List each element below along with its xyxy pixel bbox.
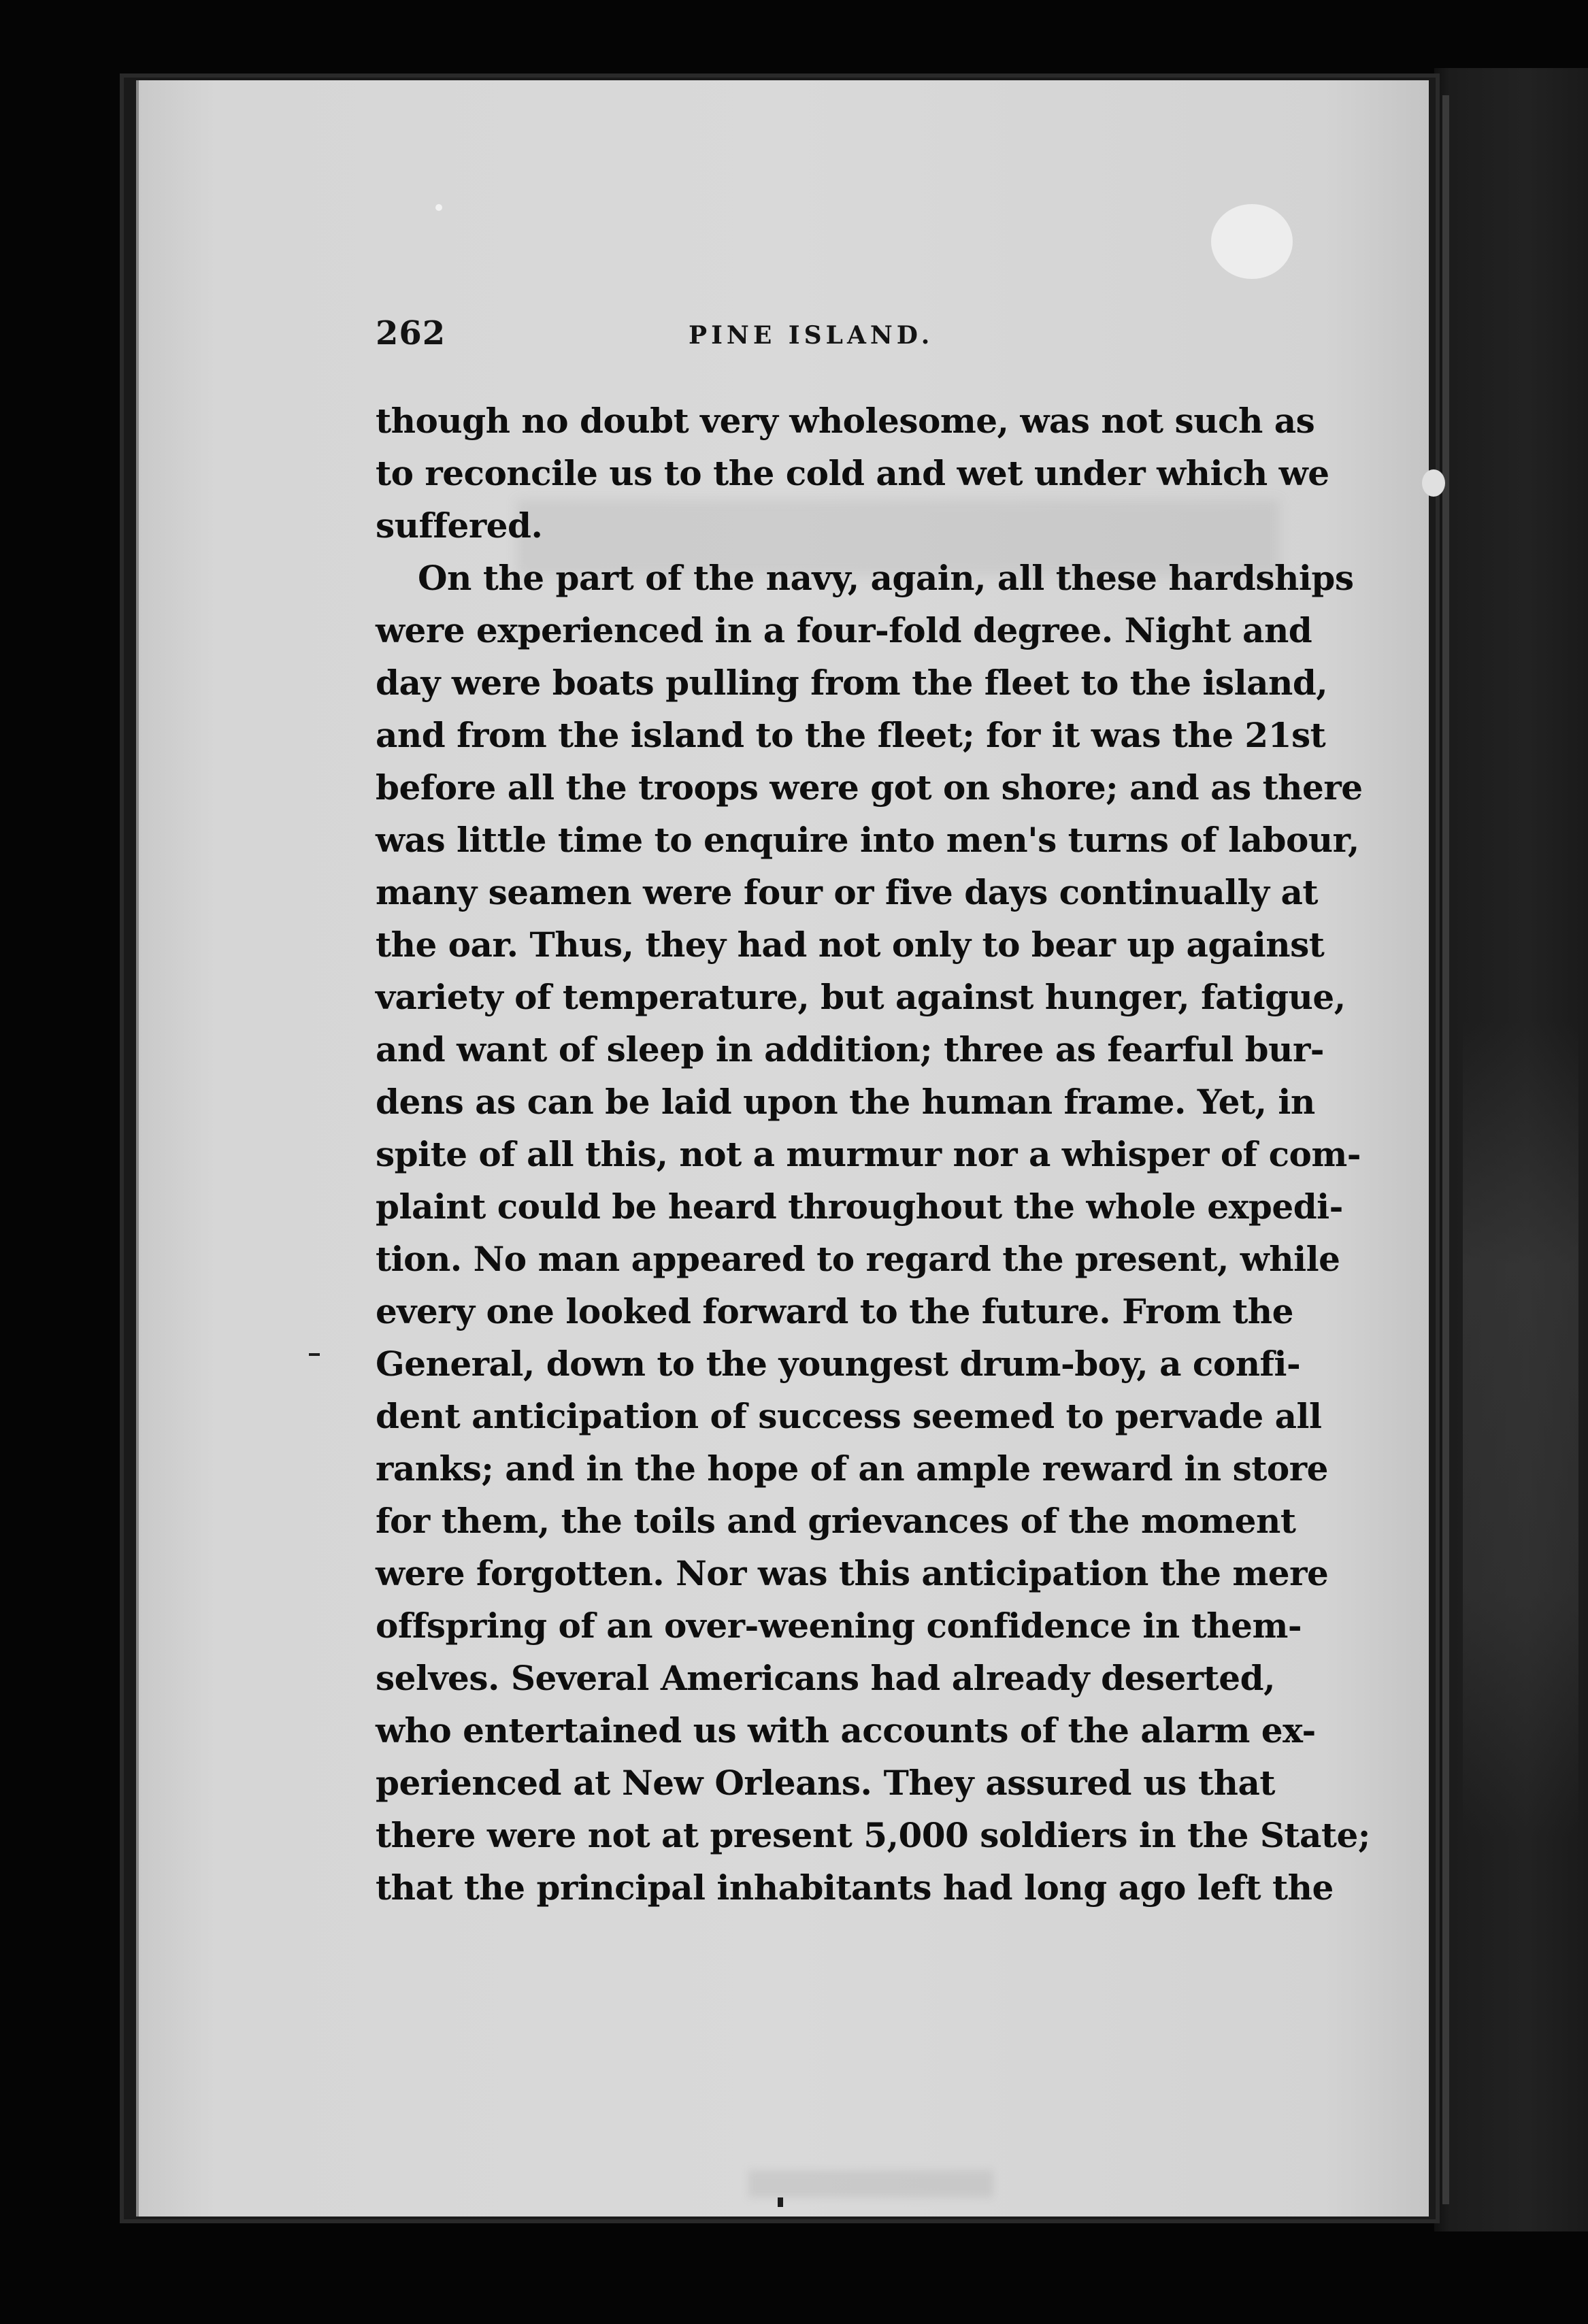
text-line: before all the troops were got on shore; and as there	[376, 767, 1363, 808]
running-head	[376, 314, 1274, 362]
show-through-smudge-bottom	[748, 2170, 993, 2197]
text-line: was little time to enquire into men's turns of labour,	[376, 820, 1359, 860]
text-line: many seamen were four or five days continually at	[376, 872, 1318, 912]
text-line: there were not at present 5,000 soldiers in the State;	[376, 1815, 1370, 1855]
text-line: the oar. Thus, they had not only to bear up against	[376, 925, 1325, 965]
text-line: who entertained us with accounts of the alarm ex-	[376, 1710, 1316, 1750]
text-line: suffered.	[376, 505, 543, 546]
adjacent-page-fold	[1442, 95, 1449, 2204]
paper-speck	[435, 204, 442, 211]
body-text	[376, 395, 1370, 1914]
text-line: day were boats pulling from the fleet to the island,	[376, 663, 1328, 703]
text-line: plaint could be heard throughout the whole expedi-	[376, 1186, 1343, 1227]
adjacent-page-bleed	[1463, 1020, 1578, 1837]
text-line: perienced at New Orleans. They assured us that	[376, 1763, 1275, 1803]
text-line: were experienced in a four-fold degree. Night and	[376, 610, 1312, 650]
margin-dash	[309, 1353, 320, 1356]
page-number: 262	[376, 314, 446, 352]
margin-dot	[778, 2197, 783, 2207]
text-line: dent anticipation of success seemed to pervade all	[376, 1396, 1322, 1436]
running-title: PINE ISLAND.	[689, 321, 934, 350]
text-line: selves. Several Americans had already deserted,	[376, 1658, 1275, 1698]
text-line: dens as can be laid upon the human frame. Yet, in	[376, 1082, 1315, 1122]
text-line: variety of temperature, but against hunger, fatigue,	[376, 977, 1346, 1017]
text-line: General, down to the youngest drum-boy, a confi-	[376, 1344, 1301, 1384]
text-line: were forgotten. Nor was this anticipation the mere	[376, 1553, 1329, 1593]
text-line: offspring of an over-weening confidence in them-	[376, 1606, 1302, 1646]
text-line: though no doubt very wholesome, was not such as	[376, 401, 1315, 441]
text-line: and from the island to the fleet; for it was the 21st	[376, 715, 1326, 755]
text-line: ranks; and in the hope of an ample reward in store	[376, 1448, 1328, 1489]
text-line: tion. No man appeared to regard the present, while	[376, 1239, 1340, 1279]
paper-speck	[1422, 469, 1445, 497]
text-line: On the part of the navy, again, all these hardships	[418, 558, 1354, 598]
text-line: every one looked forward to the future. From the	[376, 1291, 1293, 1331]
text-line: to reconcile us to the cold and wet under which we	[376, 453, 1329, 493]
text-line: for them, the toils and grievances of the moment	[376, 1501, 1296, 1541]
text-line: that the principal inhabitants had long ago left the	[376, 1868, 1334, 1908]
text-line: spite of all this, not a murmur nor a whisper of com-	[376, 1134, 1361, 1174]
paper-speck	[1211, 204, 1293, 279]
text-line: and want of sleep in addition; three as fearful bur-	[376, 1029, 1325, 1069]
